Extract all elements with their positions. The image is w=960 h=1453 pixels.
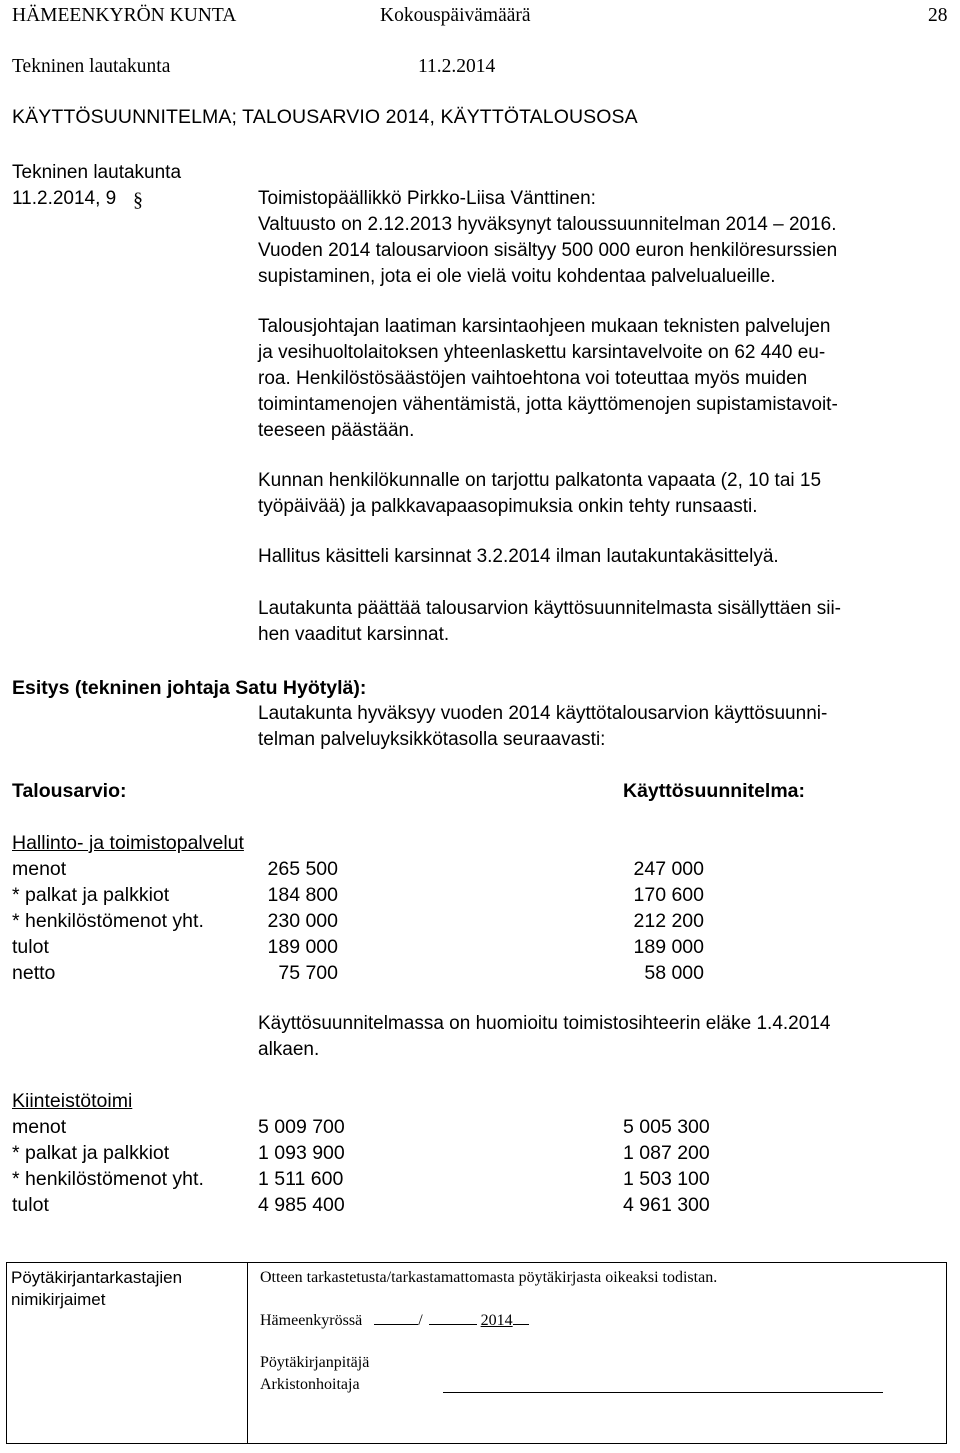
table1-title: Hallinto- ja toimistopalvelut [12, 832, 244, 854]
svg-text:§: § [133, 189, 143, 210]
budget-value: 265 500 [267, 858, 338, 880]
day-blank [374, 1308, 418, 1325]
plan-value: 5 005 300 [623, 1116, 710, 1138]
text-line: Lautakunta päättää talousarvion käyttösuunnitelmasta sisällyttäen sii- [258, 598, 842, 619]
table-row [12, 1114, 942, 1140]
text-line: alkaen. [258, 1039, 320, 1060]
row-label: menot [12, 1116, 67, 1138]
municipality-name: HÄMEENKYRÖN KUNTA [12, 5, 237, 26]
table-row [12, 934, 942, 960]
table1-note [258, 1011, 948, 1063]
place-label: Hämeenkyrössä [260, 1312, 363, 1329]
year-label: 2014 [480, 1312, 513, 1329]
text-line: työpäivää) ja palkkavapaasopimuksia onkin tehty runsaasti. [258, 496, 758, 517]
section-sign-icon [132, 188, 146, 210]
text-line: supistaminen, jota ei ole vielä voitu kohdentaa palvelualueille. [258, 266, 776, 287]
budget-value: 75 700 [278, 962, 338, 984]
table-row [12, 856, 942, 882]
signature-line [443, 1392, 883, 1393]
table-row [12, 908, 942, 934]
row-label: tulot [12, 1194, 49, 1216]
table-row [12, 1166, 942, 1192]
inspector-label-1: Pöytäkirjantarkastajien [11, 1268, 183, 1287]
plan-value: 247 000 [633, 858, 704, 880]
certification-box [6, 1262, 947, 1444]
presenter: Toimistopäällikkö Pirkko-Liisa Vänttinen: [258, 188, 596, 209]
certification-text: Otteen tarkastetusta/tarkastamattomasta pöytäkirjasta oikeaksi todistan. [260, 1269, 718, 1286]
plan-value: 170 600 [633, 884, 704, 906]
proposal-heading: Esitys (tekninen johtaja Satu Hyötylä): [12, 677, 367, 699]
proposal-text [258, 701, 948, 753]
header-board: Tekninen lautakunta [12, 56, 171, 77]
role-archivist: Arkistonhoitaja [260, 1376, 360, 1393]
document-type: Kokouspäivämäärä [380, 5, 531, 26]
paragraph-1 [258, 212, 948, 290]
text-line: Talousjohtajan laatiman karsintaohjeen mukaan teknisten palvelujen [258, 316, 831, 337]
budget-value: 1 511 600 [258, 1168, 344, 1190]
budget-column-heading: Talousarvio: [12, 780, 127, 802]
row-label: * henkilöstömenot yht. [12, 1168, 204, 1190]
document-title: KÄYTTÖSUUNNITELMA; TALOUSARVIO 2014, KÄYTTÖTALOUSOSA [12, 106, 638, 128]
paragraph-4 [258, 544, 948, 570]
text-line: Valtuusto on 2.12.2013 hyväksynyt taloussuunnitelman 2014 – 2016. [258, 214, 837, 235]
budget-value: 4 985 400 [258, 1194, 345, 1216]
place-date-line [260, 1308, 529, 1332]
text-line: roa. Henkilöstösäästöjen vaihtoehtona voi toteuttaa myös muiden [258, 368, 808, 389]
year-blank [513, 1308, 529, 1325]
text-line: hen vaaditut karsinnat. [258, 624, 450, 645]
page-number: 28 [928, 5, 948, 26]
paragraph-2 [258, 314, 948, 444]
inspector-initials-cell [7, 1263, 248, 1443]
row-label: menot [12, 858, 67, 880]
section-reference: 11.2.2014, 9 [12, 188, 117, 209]
plan-value: 212 200 [633, 910, 704, 932]
section-board: Tekninen lautakunta [12, 162, 182, 183]
plan-column-heading: Käyttösuunnitelma: [623, 780, 806, 802]
role-secretary: Pöytäkirjanpitäjä [260, 1354, 370, 1371]
plan-value: 1 503 100 [623, 1168, 710, 1190]
text-line: Käyttösuunnitelmassa on huomioitu toimistosihteerin eläke 1.4.2014 [258, 1013, 831, 1034]
plan-value: 189 000 [633, 936, 704, 958]
table-row [12, 882, 942, 908]
text-line: Kunnan henkilökunnalle on tarjottu palkatonta vapaata (2, 10 tai 15 [258, 470, 822, 491]
budget-value: 189 000 [267, 936, 338, 958]
row-label: netto [12, 962, 56, 984]
plan-value: 4 961 300 [623, 1194, 710, 1216]
table-row [12, 960, 942, 986]
budget-value: 184 800 [267, 884, 338, 906]
plan-value: 1 087 200 [623, 1142, 710, 1164]
text-line: Vuoden 2014 talousarvioon sisältyy 500 000 euron henkilöresurssien [258, 240, 838, 261]
row-label: * palkat ja palkkiot [12, 884, 170, 906]
paragraph-5 [258, 596, 948, 648]
budget-value: 230 000 [267, 910, 338, 932]
row-label: * palkat ja palkkiot [12, 1142, 170, 1164]
table-row [12, 1140, 942, 1166]
table2-title: Kiinteistötoimi [12, 1090, 133, 1112]
inspector-label-2: nimikirjaimet [11, 1290, 106, 1309]
table-row [12, 1192, 942, 1218]
budget-value: 5 009 700 [258, 1116, 345, 1138]
text-line: Hallitus käsitteli karsinnat 3.2.2014 ilman lautakuntakäsittelyä. [258, 546, 779, 567]
row-label: tulot [12, 936, 49, 958]
paragraph-3 [258, 468, 948, 520]
text-line: Lautakunta hyväksyy vuoden 2014 käyttötalousarvion käyttösuunni- [258, 703, 828, 724]
plan-value: 58 000 [644, 962, 704, 984]
text-line: telman palveluyksikkötasolla seuraavasti: [258, 729, 606, 750]
text-line: toimintamenojen vähentämistä, jotta käyttömenojen supistamistavoit- [258, 394, 838, 415]
date-separator: / [418, 1312, 423, 1329]
header-meeting-date: 11.2.2014 [418, 56, 496, 77]
budget-value: 1 093 900 [258, 1142, 345, 1164]
row-label: * henkilöstömenot yht. [12, 910, 204, 932]
text-line: ja vesihuoltolaitoksen yhteenlaskettu karsintavelvoite on 62 440 eu- [258, 342, 826, 363]
month-blank [429, 1308, 477, 1325]
text-line: teeseen päästään. [258, 420, 415, 441]
